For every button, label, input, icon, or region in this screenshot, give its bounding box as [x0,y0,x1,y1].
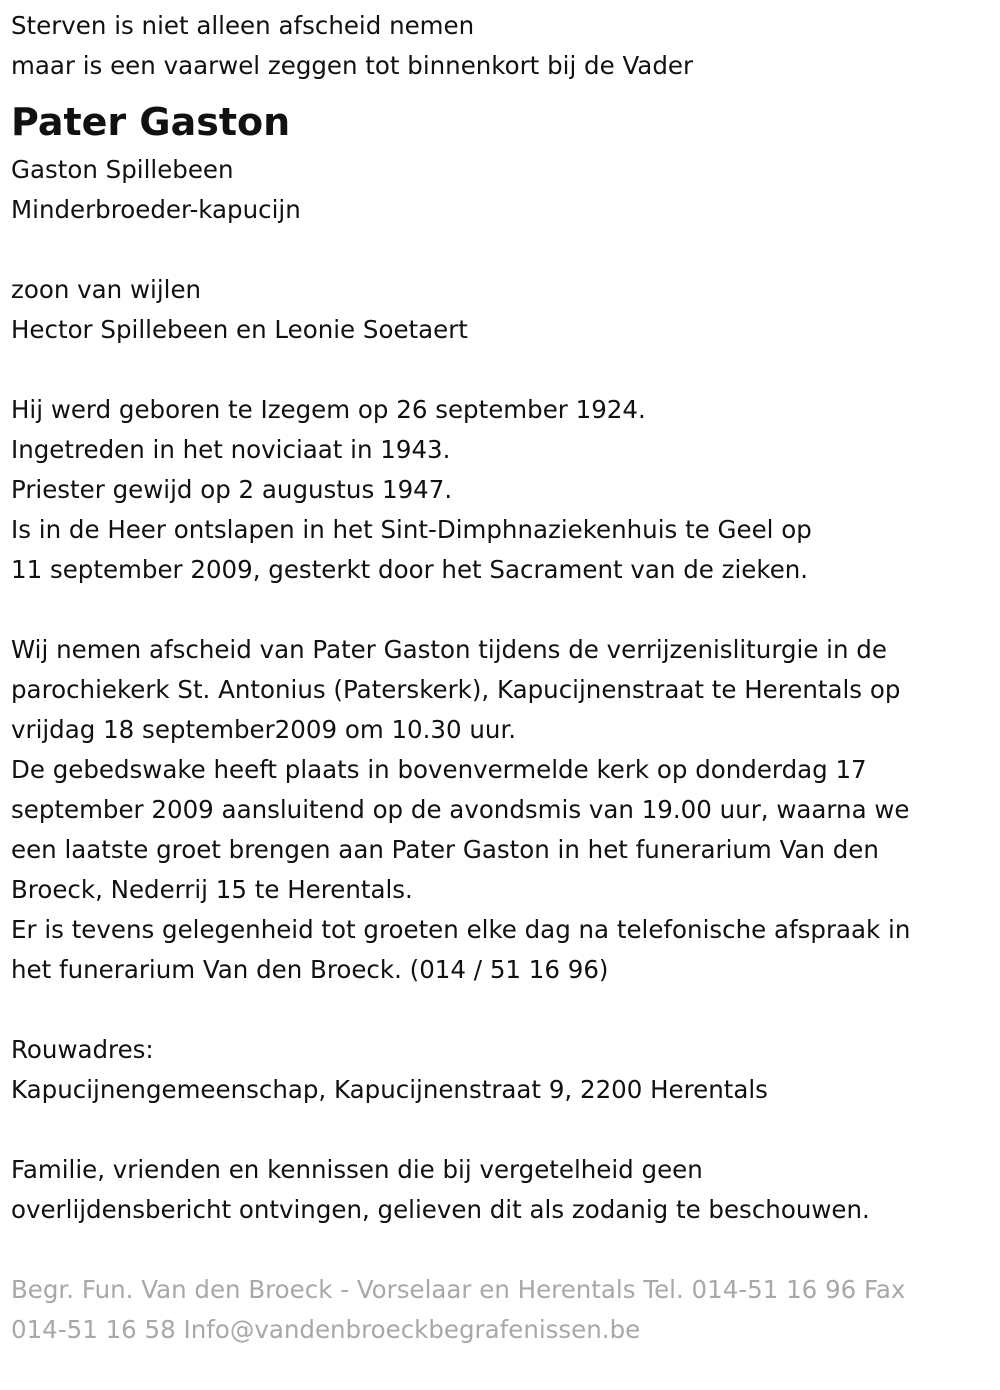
ceremony-line: vrijdag 18 september2009 om 10.30 uur. [11,715,517,744]
notice-line: Familie, vrienden en kennissen die bij vergetelheid geen [11,1155,703,1184]
parents [11,270,991,350]
biography-line: Priester gewijd op 2 augustus 1947. [11,475,453,504]
spacer [11,350,991,390]
ceremony-line: Er is tevens gelegenheid tot groeten elke dag na telefonische afspraak in [11,915,911,944]
ceremony-line: een laatste groet brengen aan Pater Gaston in het funerarium Van den [11,835,879,864]
religious-order: Minderbroeder-kapucijn [11,195,301,224]
biography-line: Ingetreden in het noviciaat in 1943. [11,435,451,464]
ceremony [11,630,991,990]
mourning-address [11,1030,991,1110]
identity [11,150,991,230]
notice [11,1150,991,1230]
spacer [11,990,991,1030]
motto-line-2: maar is een vaarwel zeggen tot binnenkort bij de Vader [11,51,694,80]
spacer [11,230,991,270]
biography-line: Is in de Heer ontslapen in het Sint-Dimphnaziekenhuis te Geel op [11,515,812,544]
ceremony-line: Broeck, Nederrij 15 te Herentals. [11,875,413,904]
parents-intro: zoon van wijlen [11,275,202,304]
footer-line: Begr. Fun. Van den Broeck - Vorselaar en Herentals Tel. 014-51 16 96 Fax [11,1275,906,1304]
biography-line: Hij werd geboren te Izegem op 26 september 1924. [11,395,646,424]
funeral-home-footer [11,1270,991,1350]
address-value: Kapucijnengemeenschap, Kapucijnenstraat 9, 2200 Herentals [11,1075,768,1104]
deceased-name: Pater Gaston [11,100,291,144]
ceremony-line: Wij nemen afscheid van Pater Gaston tijdens de verrijzenisliturgie in de [11,635,887,664]
spacer [11,1230,991,1270]
spacer [11,1110,991,1150]
footer-line: 014-51 16 58 Info@vandenbroeckbegrafenissen.be [11,1315,641,1344]
biography [11,390,991,590]
ceremony-line: parochiekerk St. Antonius (Paterskerk), Kapucijnenstraat te Herentals op [11,675,901,704]
parents-names: Hector Spillebeen en Leonie Soetaert [11,315,468,344]
motto-line-1: Sterven is niet alleen afscheid nemen [11,11,475,40]
address-label: Rouwadres: [11,1035,154,1064]
notice-line: overlijdensbericht ontvingen, gelieven dit als zodanig te beschouwen. [11,1195,870,1224]
ceremony-line: het funerarium Van den Broeck. (014 / 51 16 96) [11,955,609,984]
biography-line: 11 september 2009, gesterkt door het Sacrament van de zieken. [11,555,809,584]
motto [11,6,991,86]
spacer [11,590,991,630]
full-name: Gaston Spillebeen [11,155,234,184]
ceremony-line: De gebedswake heeft plaats in bovenvermelde kerk op donderdag 17 [11,755,867,784]
ceremony-line: september 2009 aansluitend op de avondsmis van 19.00 uur, waarna we [11,795,910,824]
